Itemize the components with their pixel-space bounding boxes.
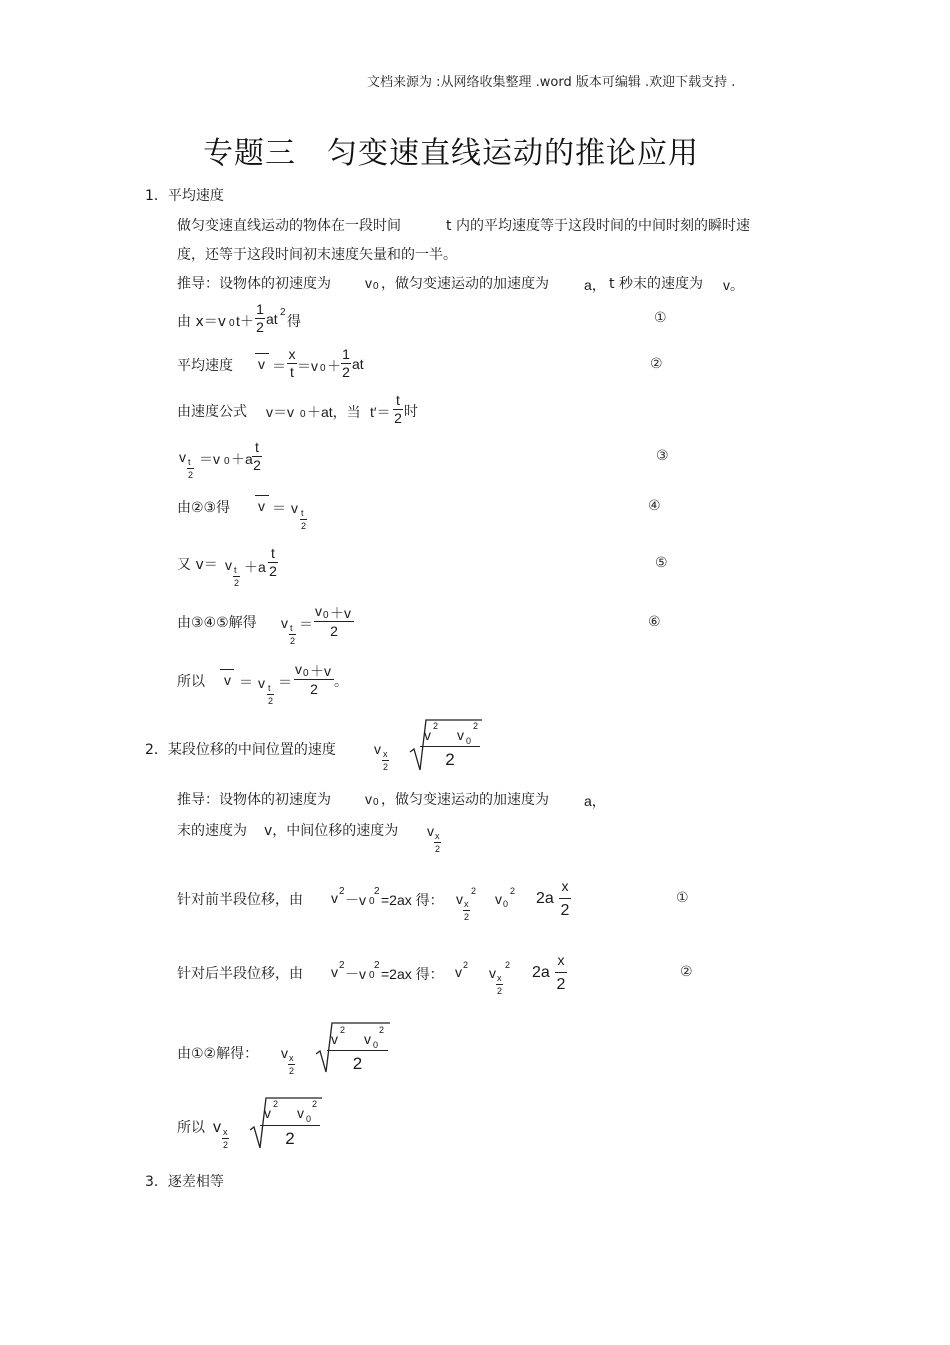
symbol: v	[224, 672, 231, 688]
subscript: 2	[290, 636, 296, 646]
superscript: 2	[374, 960, 380, 971]
fraction-numerator: 1	[342, 346, 350, 362]
fraction-bar	[300, 519, 307, 520]
symbol: v	[457, 727, 464, 743]
symbol: ＝	[272, 358, 286, 374]
fraction-denominator: 2	[310, 681, 318, 697]
superscript: 2	[379, 1025, 385, 1035]
fraction-bar	[260, 1125, 320, 1126]
text: 推导：设物体的初速度为	[177, 276, 331, 292]
equation-lead: 由②③得	[177, 500, 231, 516]
subscript: x	[289, 1053, 294, 1063]
fraction-bar	[327, 1050, 388, 1051]
subscript: t	[301, 508, 304, 518]
symbol: v	[489, 965, 496, 981]
equation-lead: 针对前半段位移，由	[177, 892, 303, 908]
fraction-numerator: t	[271, 545, 275, 561]
subscript: x	[383, 749, 388, 759]
symbol: v	[258, 675, 265, 691]
symbol: ＝	[239, 674, 253, 690]
subscript: 0	[306, 1114, 312, 1124]
symbol: v	[258, 498, 265, 514]
fraction-numerator: 1	[256, 301, 264, 317]
symbol: t＋	[236, 313, 254, 329]
superscript: 2	[473, 721, 479, 731]
symbol: ＝v	[297, 358, 318, 374]
subscript: t	[268, 683, 271, 693]
symbol: ＝	[299, 616, 313, 632]
overline	[255, 353, 269, 354]
symbol: v	[264, 1105, 271, 1121]
subscript: x	[223, 1127, 228, 1137]
text: v，中间位移的速度为	[264, 823, 399, 839]
equation-number: ①	[654, 310, 667, 326]
symbol: v	[179, 449, 186, 465]
subscript: x	[464, 899, 469, 909]
paragraph-line: 做匀变速直线运动的物体在一段时间	[177, 218, 401, 234]
subscript: 2	[497, 986, 503, 996]
symbol: v	[331, 964, 338, 980]
equation-lead: 由①②解得：	[177, 1046, 259, 1062]
subscript: 0	[320, 363, 326, 374]
fraction-denominator: 2	[556, 976, 566, 993]
symbol: v	[281, 1045, 288, 1061]
fraction-numerator: ＋v	[330, 605, 351, 621]
overline	[220, 669, 234, 670]
subscript: 2	[289, 1066, 295, 1076]
equation-lead: 由速度公式	[177, 404, 247, 420]
superscript: 2	[339, 960, 345, 971]
superscript: 2	[510, 886, 516, 896]
symbol: v	[297, 1105, 304, 1121]
fraction-bar	[314, 621, 354, 622]
symbol: t′＝	[370, 404, 391, 420]
equation-number: ④	[648, 498, 661, 514]
symbol: v	[455, 964, 462, 980]
fraction-denominator: 2	[352, 1054, 363, 1073]
fraction-denominator: 2	[285, 1129, 295, 1148]
equation-lead: 针对后半段位移，由	[177, 966, 303, 982]
subscript: 2	[188, 470, 194, 480]
symbol: ＋a	[231, 451, 253, 467]
symbol: v	[456, 891, 463, 907]
equation-lead: 由③④⑤解得	[177, 615, 257, 631]
fraction-bar	[555, 972, 567, 973]
fraction-bar	[294, 679, 334, 680]
symbol: a，	[584, 793, 606, 809]
fraction-bar	[233, 576, 240, 577]
equation-lead: 平均速度	[177, 358, 233, 374]
text: ，做匀变速运动的加速度为	[381, 276, 549, 292]
subscript: 0	[373, 281, 379, 292]
superscript: 2	[433, 721, 439, 731]
equation-number: ⑤	[655, 555, 668, 571]
subscript: 0	[466, 736, 472, 746]
superscript: 2	[273, 1099, 279, 1109]
superscript: 2	[340, 1025, 346, 1035]
fraction-bar	[288, 1064, 295, 1065]
section-2-heading: 2．某段位移的中间位置的速度	[145, 742, 336, 758]
paragraph-line: 度，还等于这段时间初末速度矢量和的一半。	[177, 247, 457, 263]
fraction-bar	[222, 1138, 229, 1139]
symbol: v	[331, 890, 338, 906]
fraction-denominator: t	[290, 364, 294, 380]
subscript: 0	[369, 896, 375, 907]
symbol: －v	[345, 966, 366, 982]
symbol: at	[266, 311, 278, 327]
text: 推导：设物体的初速度为	[177, 792, 331, 808]
equation-number: ②	[680, 964, 693, 980]
fraction-bar	[463, 910, 470, 911]
symbol: v	[365, 275, 372, 291]
subscript: 2	[383, 762, 389, 772]
page-title: 专题三 匀变速直线运动的推论应用	[203, 136, 699, 171]
subscript: 2	[223, 1140, 229, 1150]
symbol: v	[365, 791, 372, 807]
fraction-bar	[420, 746, 480, 747]
subscript: 2	[268, 696, 274, 706]
fraction-bar	[267, 694, 274, 695]
subscript: x	[497, 973, 502, 983]
fraction-numerator: t	[396, 392, 400, 408]
subscript: 2	[234, 578, 240, 588]
fraction-denominator: 2	[445, 750, 455, 769]
equation-lead: 所以	[177, 1120, 205, 1136]
symbol: v。	[723, 277, 744, 293]
section-3-heading: 3．逐差相等	[145, 1174, 224, 1190]
document-source-header: 文档来源为 :从网络收集整理 .word 版本可编辑 .欢迎下载支持 .	[367, 75, 736, 90]
subscript: 0	[300, 409, 306, 420]
overline	[255, 495, 269, 496]
superscript: 2	[505, 960, 511, 970]
symbol: v	[424, 727, 431, 743]
symbol: a，	[584, 277, 606, 293]
fraction-bar	[187, 468, 194, 469]
superscript: 2	[471, 886, 477, 896]
equation-lead: 由 x＝v	[177, 314, 227, 330]
symbol: v	[291, 500, 298, 516]
fraction-denominator: 2	[253, 457, 261, 473]
equation-lead: 又 v＝	[177, 557, 218, 573]
subscript: t	[188, 457, 191, 467]
fraction-bar	[559, 898, 571, 899]
symbol: =2ax 得：	[381, 966, 444, 982]
superscript: 2	[463, 960, 469, 970]
subscript: 0	[303, 668, 309, 679]
fraction-denominator: 2	[256, 319, 264, 335]
superscript: 2	[339, 886, 345, 897]
text: 时	[404, 404, 418, 420]
symbol: v	[331, 1031, 338, 1047]
fraction-denominator: 2	[560, 902, 570, 919]
symbol: v	[427, 823, 434, 839]
text: ，做匀变速运动的加速度为	[381, 792, 549, 808]
symbol: v	[374, 741, 381, 757]
symbol: =2ax 得：	[381, 892, 444, 908]
section-1-heading: 1．平均速度	[145, 188, 224, 204]
subscript: 2	[464, 912, 470, 922]
symbol: v	[258, 356, 265, 372]
symbol: v	[364, 1031, 371, 1047]
text: 。	[334, 674, 348, 690]
symbol: ＝v	[199, 451, 220, 467]
subscript: x	[435, 831, 440, 841]
symbol: ＝	[278, 674, 292, 690]
symbol: ＋at，当	[307, 404, 361, 420]
superscript: 2	[312, 1099, 318, 1109]
subscript: 0	[323, 610, 329, 621]
symbol: v	[281, 615, 288, 631]
subscript: 2	[301, 521, 307, 531]
superscript: 2	[280, 307, 286, 318]
subscript: t	[290, 623, 293, 633]
equation-number: ③	[656, 448, 669, 464]
paragraph-line: t 内的平均速度等于这段时间的中间时刻的瞬时速	[446, 218, 750, 234]
fraction-numerator: x	[561, 878, 569, 894]
symbol: v	[213, 1119, 221, 1136]
fraction-denominator: 2	[330, 623, 338, 639]
fraction-numerator: t	[255, 439, 259, 455]
fraction-numerator: v	[315, 603, 322, 619]
fraction-denominator: 2	[269, 563, 277, 579]
fraction-bar	[434, 842, 441, 843]
fraction-numerator: x	[288, 346, 296, 362]
fraction-bar	[289, 634, 296, 635]
equation-number: ①	[676, 890, 689, 906]
fraction-numerator: ＋v	[310, 663, 331, 679]
fraction-numerator: v	[295, 661, 302, 677]
fraction-denominator: 2	[394, 410, 402, 426]
symbol: ＝	[272, 500, 286, 516]
equation-number: ②	[650, 356, 663, 372]
symbol: －v	[345, 892, 366, 908]
fraction-bar	[382, 760, 389, 761]
subscript: t	[234, 565, 237, 575]
superscript: 2	[374, 886, 380, 897]
symbol: 2a	[532, 964, 550, 981]
fraction-bar	[496, 984, 503, 985]
subscript: 0	[373, 797, 379, 808]
text: 得	[287, 314, 301, 330]
equation-number: ⑥	[648, 614, 661, 630]
text: 末的速度为	[177, 823, 247, 839]
subscript: 0	[373, 1040, 379, 1050]
symbol: v	[495, 891, 502, 907]
symbol: ＋a	[244, 559, 266, 575]
equation-lead: 所以	[177, 674, 205, 690]
subscript: 0	[224, 456, 230, 467]
subscript: 0	[229, 318, 235, 329]
symbol: v＝v	[266, 404, 294, 420]
symbol: v	[225, 557, 232, 573]
subscript: 0	[369, 970, 375, 981]
subscript: 0	[503, 899, 509, 909]
fraction-denominator: 2	[342, 364, 350, 380]
fraction-numerator: x	[557, 952, 565, 968]
subscript: 2	[435, 844, 441, 854]
symbol: ＋	[327, 358, 341, 374]
symbol: 2a	[536, 890, 554, 907]
text: t 秒末的速度为	[609, 276, 703, 292]
symbol: at	[352, 356, 364, 372]
